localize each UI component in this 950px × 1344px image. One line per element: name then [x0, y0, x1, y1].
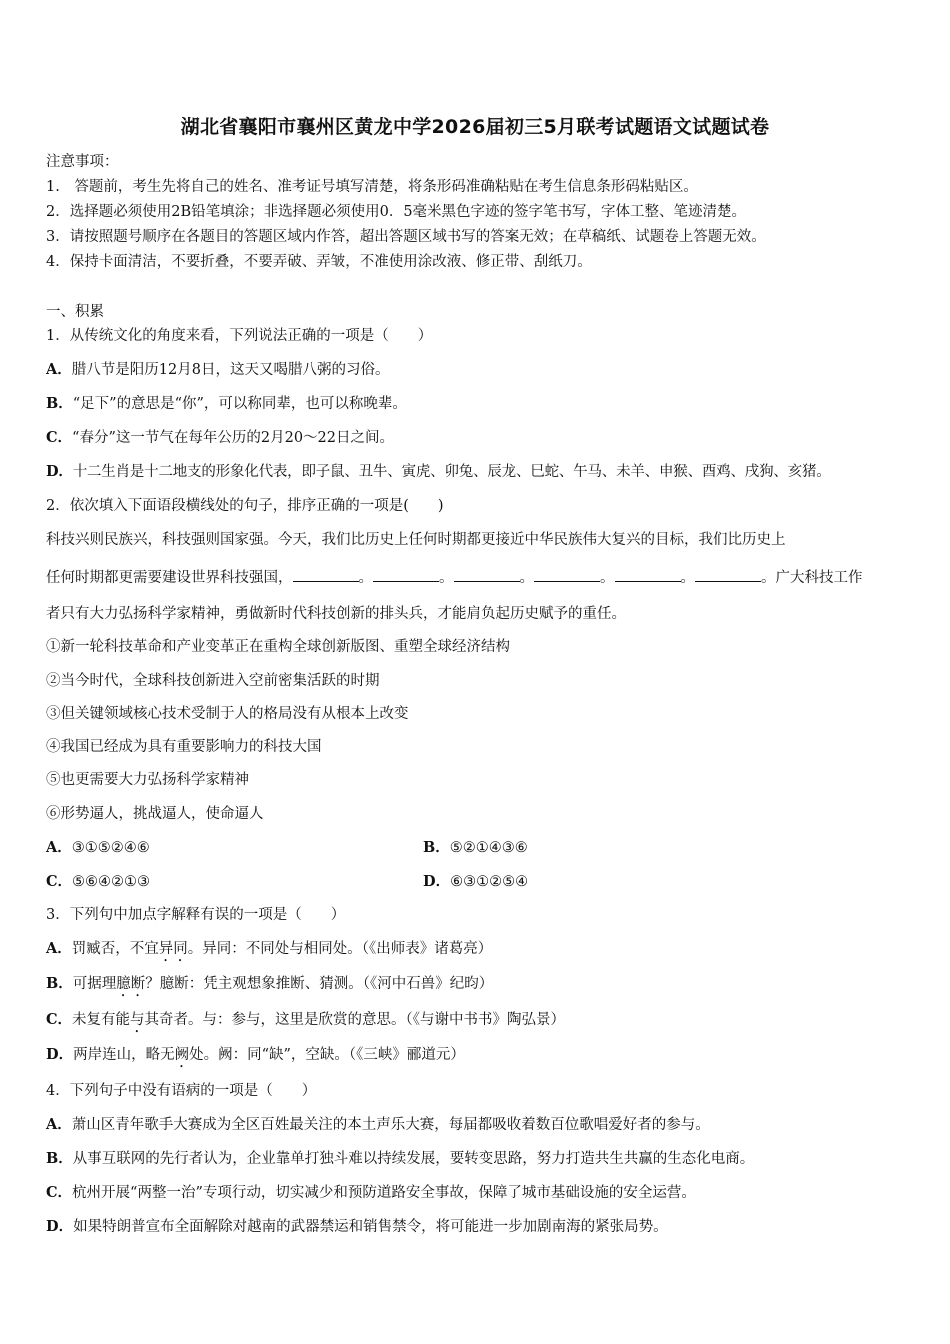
emphasized-word: 臆断 [116, 976, 146, 992]
option-text: 。异同：不同处与相同处。（《出师表》诸葛亮） [187, 941, 493, 957]
option-text: ③①⑤②④⑥ [71, 840, 150, 856]
separator: 。 [680, 570, 695, 586]
notice-heading: 注意事项： [46, 154, 119, 170]
option-text: 未复有能 [72, 1012, 131, 1028]
option-label: C． [46, 1184, 73, 1201]
option-label: D． [423, 873, 451, 890]
exam-title: 湖北省襄阳市襄州区黄龙中学2026届初三5月联考试题语文试题试卷 [180, 116, 770, 138]
blank [373, 567, 439, 582]
option-text: 如果特朗普宣布全面解除对越南的武器禁运和销售禁令，将可能进一步加剧南海的紧张局势。 [73, 1219, 668, 1235]
sentence-item: ①新一轮科技革命和产业变革正在重构全球创新版图、重塑全球经济结构 [46, 639, 510, 655]
q1-option-b [46, 394, 916, 414]
sentence-item: ⑤也更需要大力弘扬科学家精神 [46, 772, 249, 788]
q3-option-a [46, 939, 916, 965]
option-label: A． [46, 940, 72, 957]
option-text: 处。阙：同“缺”，空缺。（《三峡》郦道元） [189, 1047, 465, 1063]
option-text: 可据理 [72, 976, 117, 992]
q2-options-row-2 [46, 872, 916, 892]
option-label: A． [46, 1116, 72, 1133]
blank [534, 567, 600, 582]
blank [695, 567, 761, 582]
q1-option-a [46, 360, 916, 380]
option-text: ⑤⑥④②①③ [72, 874, 151, 890]
question-2-stem: 2．依次填入下面语段横线处的句子，排序正确的一项是( ) [46, 498, 444, 514]
option-text: ⑥③①②⑤④ [450, 874, 529, 890]
option-label: A． [46, 361, 72, 378]
option-text: 萧山区青年歌手大赛成为全区百姓最关注的本土声乐大赛，每届都吸收着数百位歌唱爱好者的参与。 [71, 1117, 710, 1133]
separator: 。 [519, 570, 534, 586]
blank [454, 567, 520, 582]
option-text: “足下”的意思是“你”，可以称同辈，也可以称晚辈。 [72, 396, 407, 412]
passage-line-with-blanks [46, 567, 916, 588]
q1-option-c [46, 428, 916, 448]
option-text: ？臆断：凭主观想象推断、猜测。（《河中石兽》纪昀） [145, 976, 494, 992]
emphasized-word: 阙 [174, 1047, 190, 1063]
passage-line: 科技兴则民族兴，科技强则国家强。今天，我们比历史上任何时期都更接近中华民族伟大复兴的目标，我们比历史上 [46, 532, 786, 548]
notice-item: 1. 答题前，考生先将自己的姓名、准考证号填写清楚，将条形码准确粘贴在考生信息条形码粘贴区。 [46, 179, 698, 195]
option-text: 杭州开展“两整一治”专项行动，切实减少和预防道路安全事故，保障了城市基础设施的安全运营。 [72, 1185, 696, 1201]
q3-option-d [46, 1045, 916, 1071]
q3-option-c [46, 1010, 916, 1036]
option-label: D． [46, 1218, 74, 1235]
passage-line: 者只有大力弘扬科学家精神，勇做新时代科技创新的排头兵，才能肩负起历史赋予的重任。 [46, 606, 626, 622]
option-text: “春分”这一节气在每年公历的2月20～22日之间。 [72, 430, 394, 446]
option-text: ⑤②①④③⑥ [449, 840, 528, 856]
q4-option-a [46, 1115, 916, 1135]
option-label: D． [46, 463, 73, 480]
option-label: B． [46, 395, 73, 412]
separator: 。 [439, 570, 454, 586]
question-1-stem: 1．从传统文化的角度来看，下列说法正确的一项是（ ） [46, 328, 433, 344]
q4-option-b [46, 1149, 916, 1169]
q2-option-b [423, 838, 528, 858]
option-text: 腊八节是阳历12月8日，这天又喝腊八粥的习俗。 [71, 362, 390, 378]
option-label: B． [46, 975, 73, 992]
q2-options-row-1 [46, 838, 916, 858]
question-4-stem: 4．下列句子中没有语病的一项是（ ） [46, 1083, 317, 1099]
sentence-item: ④我国已经成为具有重要影响力的科技大国 [46, 739, 322, 755]
option-label: A． [46, 839, 72, 856]
passage-text: 任何时期都更需要建设世界科技强国， [46, 570, 293, 586]
q1-option-d [46, 462, 916, 482]
option-label: C． [46, 1011, 73, 1028]
option-text: 其奇者。与：参与，这里是欣赏的意思。（《与谢中书书》陶弘景） [144, 1012, 566, 1028]
separator: 。 [600, 570, 615, 586]
notice-item: 3．请按照题号顺序在各题目的答题区域内作答，超出答题区域书写的答案无效；在草稿纸、试题卷上答题无效。 [46, 229, 766, 245]
sentence-item: ⑥形势逼人，挑战逼人，使命逼人 [46, 806, 264, 822]
option-text: 两岸连山，略无 [73, 1047, 175, 1063]
option-text: 十二生肖是十二地支的形象化代表，即子鼠、丑牛、寅虎、卯兔、辰龙、巳蛇、午马、未羊、申猴、酉鸡、戌狗、亥猪。 [72, 464, 831, 480]
option-text: 罚臧否，不宜 [71, 941, 159, 957]
emphasized-word: 与 [130, 1012, 145, 1028]
question-3-stem: 3．下列句中加点字解释有误的一项是（ ） [46, 907, 346, 923]
notice-item: 4．保持卡面清洁，不要折叠，不要弄破、弄皱，不准使用涂改液、修正带、刮纸刀。 [46, 254, 592, 270]
separator: 。 [358, 570, 373, 586]
passage-text: 。广大科技工作 [761, 570, 863, 586]
option-text: 从事互联网的先行者认为，企业靠单打独斗难以持续发展，要转变思路，努力打造共生共赢的生态化电商。 [72, 1151, 755, 1167]
notice-item: 2．选择题必须使用2B铅笔填涂；非选择题必须使用0．5毫米黑色字迹的签字笔书写，字体工整、笔迹清楚。 [46, 204, 747, 220]
blank [615, 567, 681, 582]
q4-option-c [46, 1183, 916, 1203]
option-label: B． [423, 839, 450, 856]
q4-option-d [46, 1217, 916, 1237]
option-label: D． [46, 1046, 74, 1063]
blank [293, 567, 359, 582]
sentence-item: ②当今时代，全球科技创新进入空前密集活跃的时期 [46, 673, 380, 689]
option-label: C． [46, 429, 73, 446]
section-heading: 一、积累 [46, 304, 104, 320]
sentence-item: ③但关键领域核心技术受制于人的格局没有从根本上改变 [46, 706, 409, 722]
q2-option-d [423, 872, 528, 892]
q3-option-b [46, 974, 916, 1000]
emphasized-word: 异同 [158, 941, 188, 957]
option-label: B． [46, 1150, 73, 1167]
option-label: C． [46, 873, 73, 890]
